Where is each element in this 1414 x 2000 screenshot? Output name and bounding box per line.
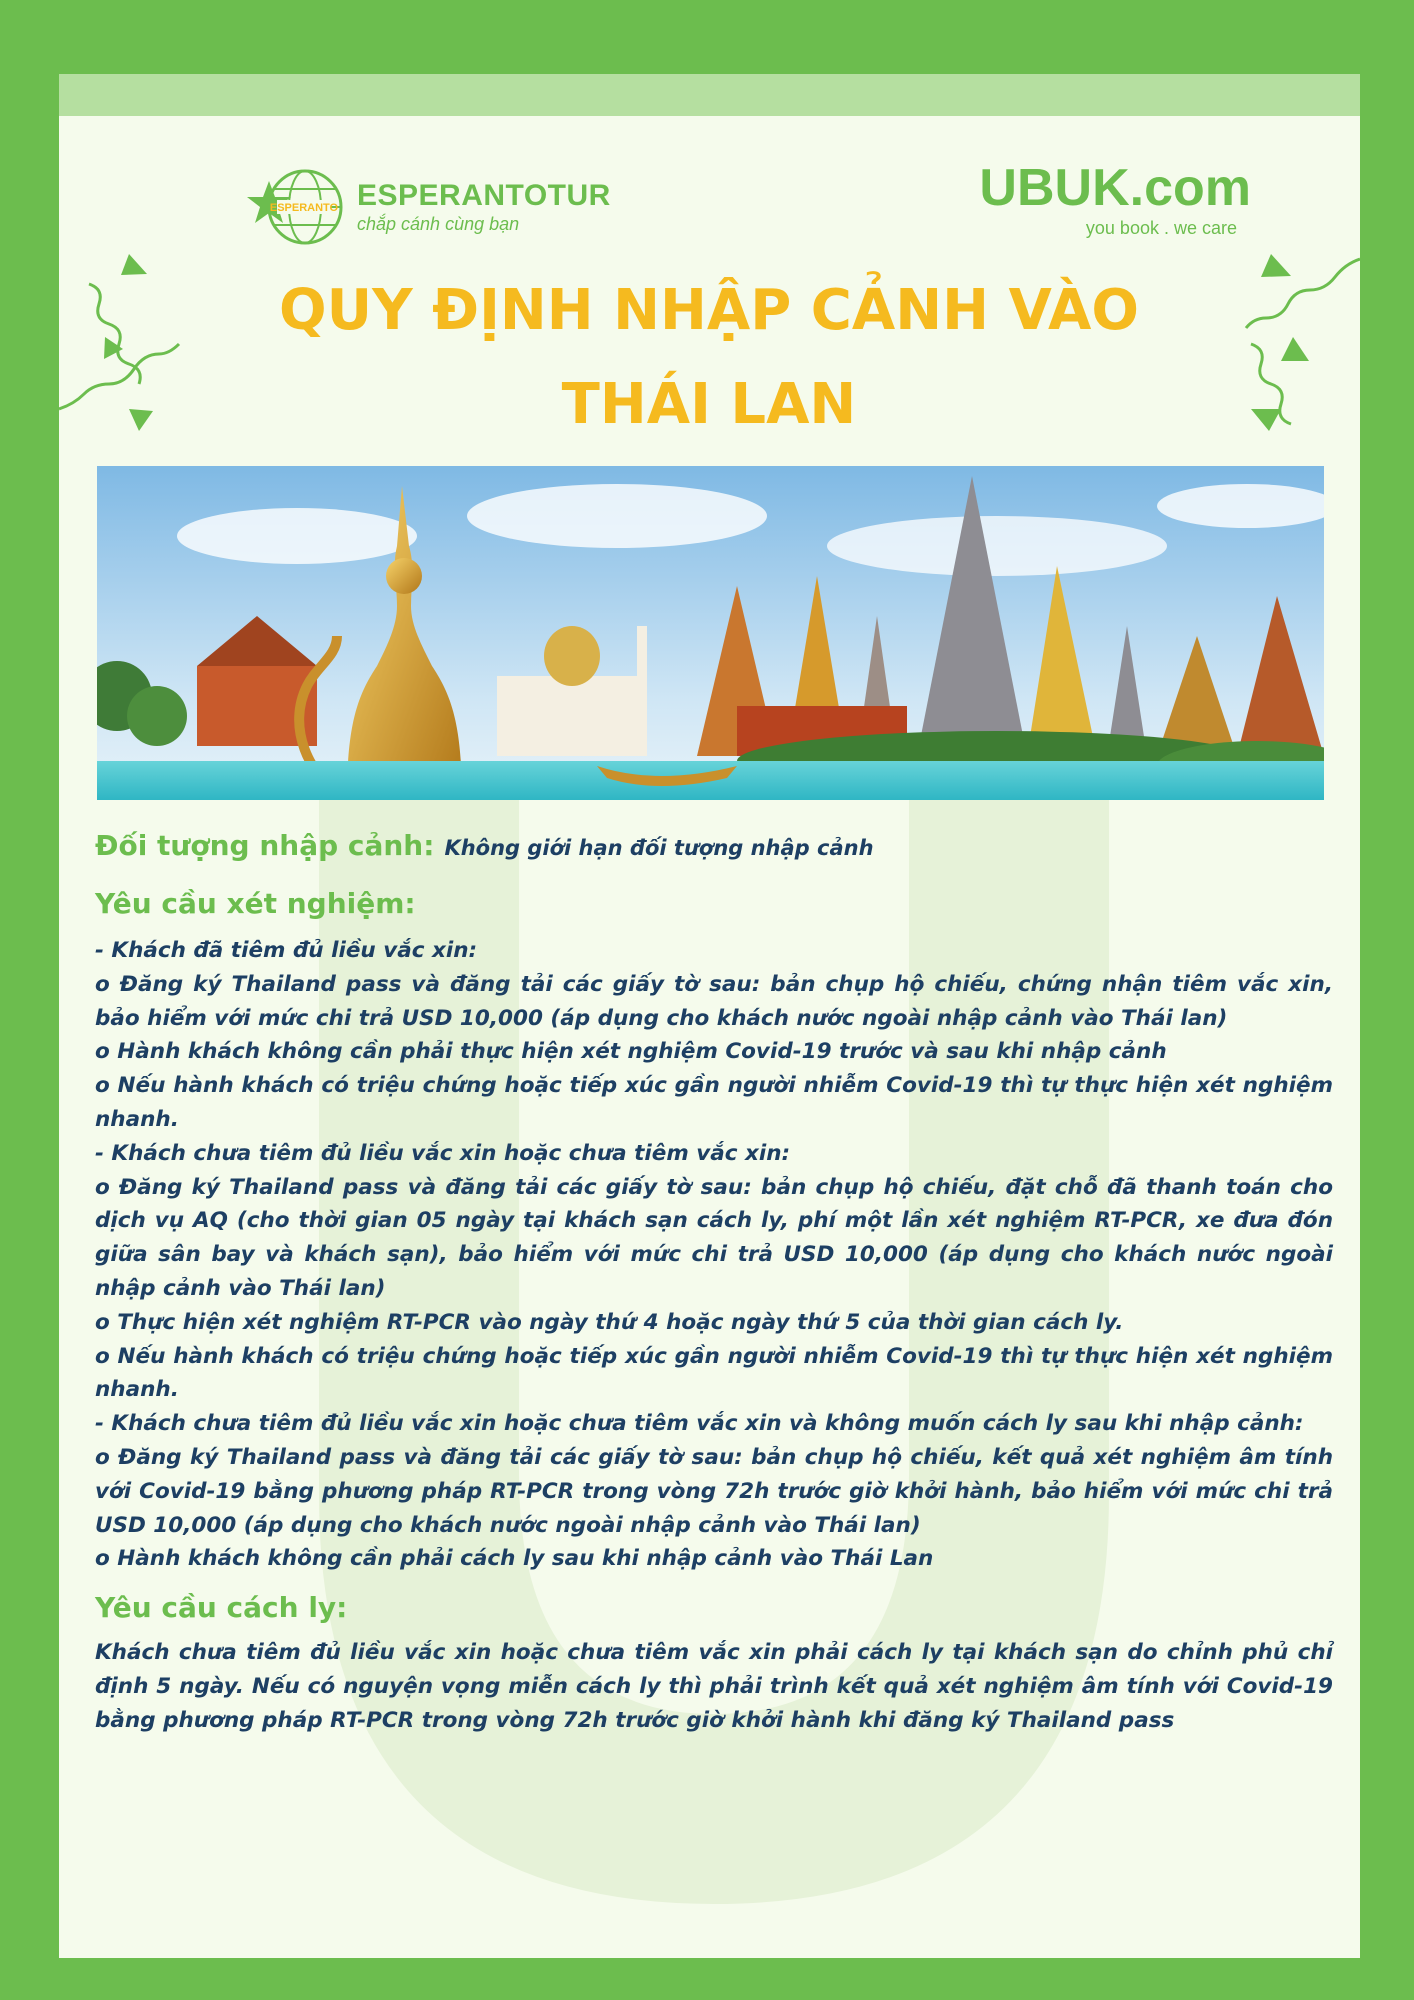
quarantine-requirements-body [95, 1636, 1333, 1737]
entry-subjects-text: Không giới hạn đối tượng nhập cảnh [444, 836, 874, 860]
testing-line: o Đăng ký Thailand pass và đăng tải các giấy tờ sau: bản chụp hộ chiếu, đặt chỗ đã thanh toán cho dịch vụ AQ (cho thời gian 05 ngày tại khách sạn cách ly, phí một lần xét nghiệm RT-PCR, xe đưa đón giữa sân bay và khách sạn), bảo hiểm với mức chi trả USD 10,000 (áp dụng cho khách nước ngoài nhập cảnh vào Thái lan) [95, 1174, 1333, 1301]
title-line-1: QUY ĐỊNH NHẬP CẢNH VÀO [279, 278, 1139, 343]
testing-line: o Hành khách không cần phải cách ly sau khi nhập cảnh vào Thái Lan [95, 1546, 934, 1572]
ubuk-tagline: you book . we care [1085, 218, 1237, 238]
page-title [189, 264, 1229, 452]
entry-subjects-row [95, 826, 1333, 866]
ubuk-logo [891, 160, 1251, 252]
esperanto-badge: ESPERANTO [269, 202, 339, 214]
content-section [95, 826, 1333, 1738]
entry-subjects-heading: Đối tượng nhập cảnh: [95, 829, 435, 862]
squiggle-decoration-left-icon [59, 249, 199, 439]
quarantine-text: Khách chưa tiêm đủ liều vắc xin hoặc chưa tiêm vắc xin phải cách ly tại khách sạn do chỉnh phủ chỉ định 5 ngày. Nếu có nguyện vọng miễn cách ly thì phải trình kết quả xét nghiệm âm tính với Covid-19 bằng phương pháp RT-PCR trong vòng 72h trước giờ khởi hành khi đăng ký Thailand pass [95, 1640, 1333, 1733]
esperantotur-logo [247, 162, 627, 252]
testing-line: o Hành khách không cần phải thực hiện xét nghiệm Covid-19 trước và sau khi nhập cảnh [95, 1039, 1167, 1065]
top-band [59, 74, 1360, 116]
ubuk-name: UBUK.com [979, 159, 1251, 217]
testing-requirements-heading: Yêu cầu xét nghiệm: [95, 887, 416, 920]
testing-requirements-body [95, 934, 1333, 1576]
esperantotur-name: ESPERANTOTUR [357, 179, 611, 212]
testing-line: - Khách chưa tiêm đủ liều vắc xin hoặc chưa tiêm vắc xin: [95, 1140, 791, 1166]
title-line-2: THÁI LAN [561, 372, 857, 437]
squiggle-decoration-right-icon [1231, 249, 1360, 439]
quarantine-requirements-heading: Yêu cầu cách ly: [95, 1591, 348, 1625]
testing-line: o Thực hiện xét nghiệm RT-PCR vào ngày thứ 4 hoặc ngày thứ 5 của thời gian cách ly. [95, 1309, 1124, 1335]
testing-line: o Nếu hành khách có triệu chứng hoặc tiếp xúc gần người nhiễm Covid-19 thì tự thực hiện xét nghiệm nhanh. [95, 1343, 1333, 1403]
testing-line: o Đăng ký Thailand pass và đăng tải các giấy tờ sau: bản chụp hộ chiếu, chứng nhận tiêm vắc xin, bảo hiểm với mức chi trả USD 10,000 (áp dụng cho khách nước ngoài nhập cảnh vào Thái lan) [95, 971, 1333, 1031]
testing-line: o Nếu hành khách có triệu chứng hoặc tiếp xúc gần người nhiễm Covid-19 thì tự thực hiện xét nghiệm nhanh. [95, 1073, 1333, 1132]
testing-line: - Khách chưa tiêm đủ liều vắc xin hoặc chưa tiêm vắc xin và không muốn cách ly sau khi nhập cảnh: [95, 1411, 1304, 1437]
flyer-card [59, 74, 1360, 1958]
esperantotur-tagline: chắp cánh cùng bạn [357, 214, 520, 234]
testing-line: o Đăng ký Thailand pass và đăng tải các giấy tờ sau: bản chụp hộ chiếu, kết quả xét nghiệm âm tính với Covid-19 bằng phương pháp RT-PCR trong vòng 72h trước giờ khởi hành, bảo hiểm với mức chi trả USD 10,000 (áp dụng cho khách nước ngoài nhập cảnh vào Thái lan) [95, 1444, 1333, 1538]
globe-star-icon [247, 167, 347, 247]
thailand-landmarks-banner [97, 466, 1324, 800]
testing-line: - Khách đã tiêm đủ liều vắc xin: [95, 938, 478, 963]
